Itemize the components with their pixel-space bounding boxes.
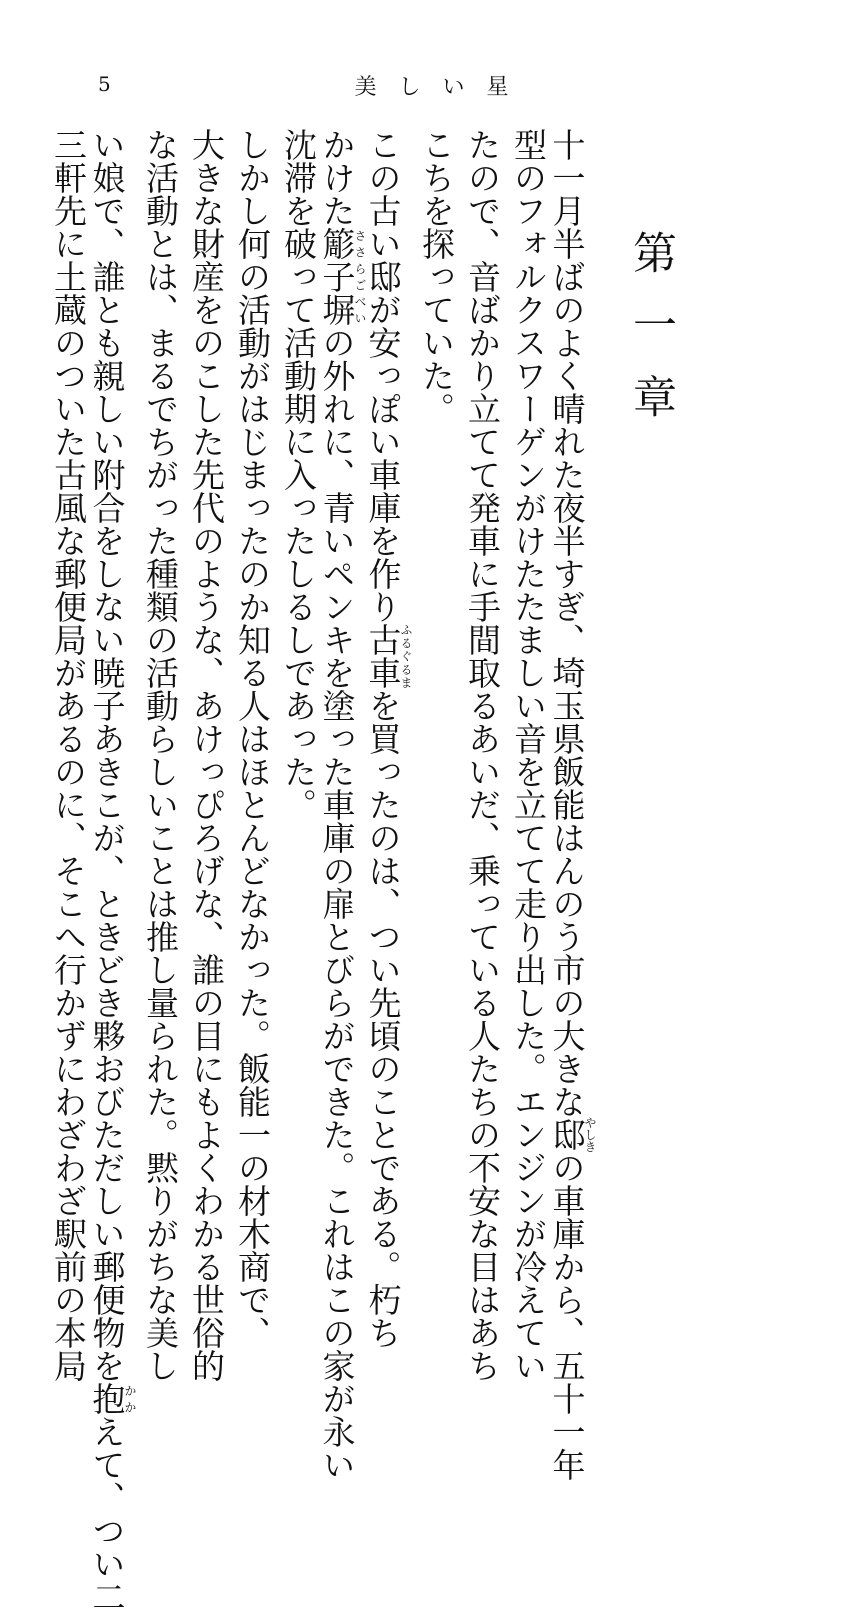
text-column-5: この古い邸が安っぽい車庫を作り古車ふるぐるまを買ったのは、つい先頃のことである。朽ち (363, 128, 413, 1349)
ruby-annotation: 抱かか (87, 1382, 137, 1415)
ruby-annotation: 古車ふるぐるま (363, 623, 413, 689)
text-column-10: な活動とは、まるでちがった種類の活動らしいことは推し量られた。黙りがちな美し (141, 128, 180, 1382)
text-column-7: 沈滞を破って活動期に入ったしるしであった。 (279, 128, 318, 821)
text-column-4: こちを探っていた。 (417, 128, 456, 425)
chapter-title: 第一章 (625, 230, 676, 446)
text-column-3: たので、音ばかり立てて発車に手間取るあいだ、乗っている人たちの不安な目はあち (463, 128, 502, 1382)
text-column-1: 十一月半ばのよく晴れた夜半すぎ、埼玉県飯能はんのう市の大きな邸やしきの車庫から、五十一年 (547, 128, 597, 1481)
ruby-annotation: 簓子塀ささらごべい (317, 227, 367, 326)
text-column-2: 型のフォルクスワーゲンがけたたましい音を立てて走り出した。エンジンが冷えてい (509, 128, 548, 1382)
vertical-text-body (49, 128, 597, 1613)
running-title: 美しい星 (354, 75, 531, 100)
text-column-11: い娘で、誰とも親しい附合をしない暁子あきこが、ときどき夥おびただしい郵便物を抱かかえて、つい二 (87, 128, 137, 1613)
text-column-12: 三軒先に土蔵のついた古風な郵便局があるのに、そこへ行かずにわざわざ駅前の本局 (49, 128, 88, 1382)
page-number: 5 (98, 72, 111, 96)
text-column-6: かけた簓子塀ささらごべいの外れに、青いペンキを塗った車庫の扉とびらができた。これはこの家が永い (317, 128, 367, 1481)
text-column-9: 大きな財産をのこした先代のような、あけっぴろげな、誰の目にもよくわかる世俗的 (187, 128, 226, 1382)
ruby-annotation: 邸やしき (547, 1116, 597, 1153)
text-column-8: しかし何の活動がはじまったのか知る人はほとんどなかった。飯能一の材木商で、 (233, 128, 272, 1349)
